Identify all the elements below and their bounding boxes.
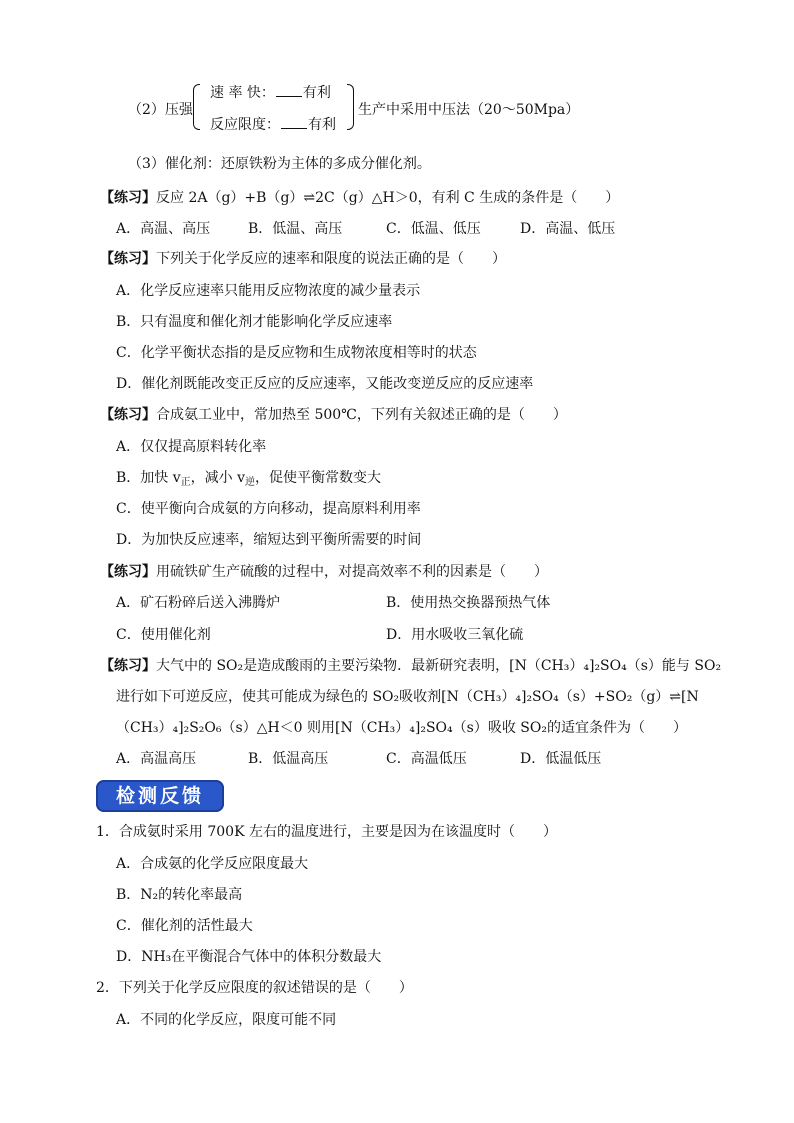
q5-stem-line3: （CH₃）₄]₂S₂O₆（s）△H＜0 则用[N（CH₃）₄]₂SO₄（s）吸收 SO₂的适宜条件为（ ） (116, 720, 687, 736)
t1-option-d: D．NH₃在平衡混合气体中的体积分数最大 (116, 949, 382, 965)
rate-suffix: 有利 (302, 85, 331, 101)
q1-option-b: B．低温、高压 (248, 221, 343, 237)
t2-stem: 2．下列关于化学反应限度的叙述错误的是（ ） (96, 980, 413, 996)
q3-b-start: B．加快 v (116, 470, 181, 486)
q2-option-c: C．化学平衡状态指的是反应物和生成物浓度相等时的状态 (116, 345, 477, 361)
practice-tag: 【练习】 (100, 251, 156, 267)
v-reverse-sub: 逆 (245, 477, 256, 488)
limit-label: 反应限度： (210, 117, 280, 133)
rate-blank (276, 84, 302, 97)
rate-label: 速 率 快： (210, 85, 275, 101)
t2-option-a: A．不同的化学反应，限度可能不同 (116, 1012, 337, 1028)
q4-option-a: A．矿石粉碎后送入沸腾炉 (116, 595, 281, 611)
q1-option-d: D．高温、低压 (520, 221, 616, 237)
rate-line (210, 84, 331, 102)
q4-stem (100, 563, 548, 581)
section-title-badge: 检测反馈 (96, 780, 224, 812)
limit-blank (281, 116, 307, 129)
q3-b-end: ，促使平衡常数变大 (255, 470, 382, 486)
q2-text: 下列关于化学反应的速率和限度的说法正确的是（ ） (156, 251, 506, 267)
q1-text: 反应 2A（g）+B（g）⇌2C（g）△H＞0，有利 C 生成的条件是（ ） (156, 190, 620, 206)
q2-option-a: A．化学反应速率只能用反应物浓度的减少量表示 (116, 283, 421, 299)
q3-option-c: C．使平衡向合成氨的方向移动，提高原料利用率 (116, 501, 421, 517)
q3-option-a: A．仅仅提高原料转化率 (116, 439, 267, 455)
q3-b-mid: ，减小 v (190, 470, 246, 486)
q2-stem (100, 250, 506, 268)
practice-tag: 【练习】 (100, 658, 156, 674)
q1-stem (100, 189, 619, 207)
limit-line (210, 116, 336, 134)
q2-option-b: B．只有温度和催化剂才能影响化学反应速率 (116, 314, 393, 330)
q5-line1: 大气中的 SO₂是造成酸雨的主要污染物．最新研究表明，[N（CH₃）₄]₂SO₄（s）能与 SO₂ (156, 658, 722, 674)
t1-option-c: C．催化剂的活性最大 (116, 918, 253, 934)
q5-stem-line1 (100, 657, 721, 675)
q5-option-a: A．高温高压 (116, 751, 197, 767)
q4-option-c: C．使用催化剂 (116, 627, 211, 643)
t1-option-a: A．合成氨的化学反应限度最大 (116, 856, 309, 872)
q1-option-a: A．高温、高压 (116, 221, 211, 237)
q3-option-b (116, 469, 381, 492)
t1-option-b: B．N₂的转化率最高 (116, 887, 243, 903)
q2-option-d: D．催化剂既能改变正反应的反应速率，又能改变逆反应的反应速率 (116, 376, 534, 392)
practice-tag: 【练习】 (100, 190, 156, 206)
pressure-conclusion: 生产中采用中压法（20～50Mpa） (358, 102, 580, 118)
q3-stem (100, 406, 567, 424)
practice-tag: 【练习】 (100, 564, 156, 580)
catalyst-line: （3）催化剂：还原铁粉为主体的多成分催化剂。 (128, 156, 431, 172)
practice-tag: 【练习】 (100, 407, 156, 423)
q4-option-b: B．使用热交换器预热气体 (386, 595, 551, 611)
q4-text: 用硫铁矿生产硫酸的过程中，对提高效率不利的因素是（ ） (156, 564, 548, 580)
q4-option-d: D．用水吸收三氧化硫 (386, 627, 524, 643)
q5-stem-line2: 进行如下可逆反应，使其可能成为绿色的 SO₂吸收剂[N（CH₃）₄]₂SO₄（s）+SO₂（g）⇌[N (116, 689, 699, 705)
q5-option-c: C．高温低压 (386, 751, 467, 767)
left-brace (193, 84, 200, 130)
pressure-label: （2）压强 (128, 102, 193, 118)
q3-option-d: D．为加快反应速率，缩短达到平衡所需要的时间 (116, 532, 422, 548)
q1-option-c: C．低温、低压 (386, 221, 481, 237)
q3-text: 合成氨工业中，常加热至 500℃，下列有关叙述正确的是（ ） (156, 407, 567, 423)
right-brace (347, 84, 354, 130)
t1-stem: 1．合成氨时采用 700K 左右的温度进行，主要是因为在该温度时（ ） (96, 824, 557, 840)
v-forward-sub: 正 (180, 477, 191, 488)
q5-option-d: D．低温低压 (520, 751, 602, 767)
limit-suffix: 有利 (308, 117, 336, 133)
q5-option-b: B．低温高压 (248, 751, 329, 767)
